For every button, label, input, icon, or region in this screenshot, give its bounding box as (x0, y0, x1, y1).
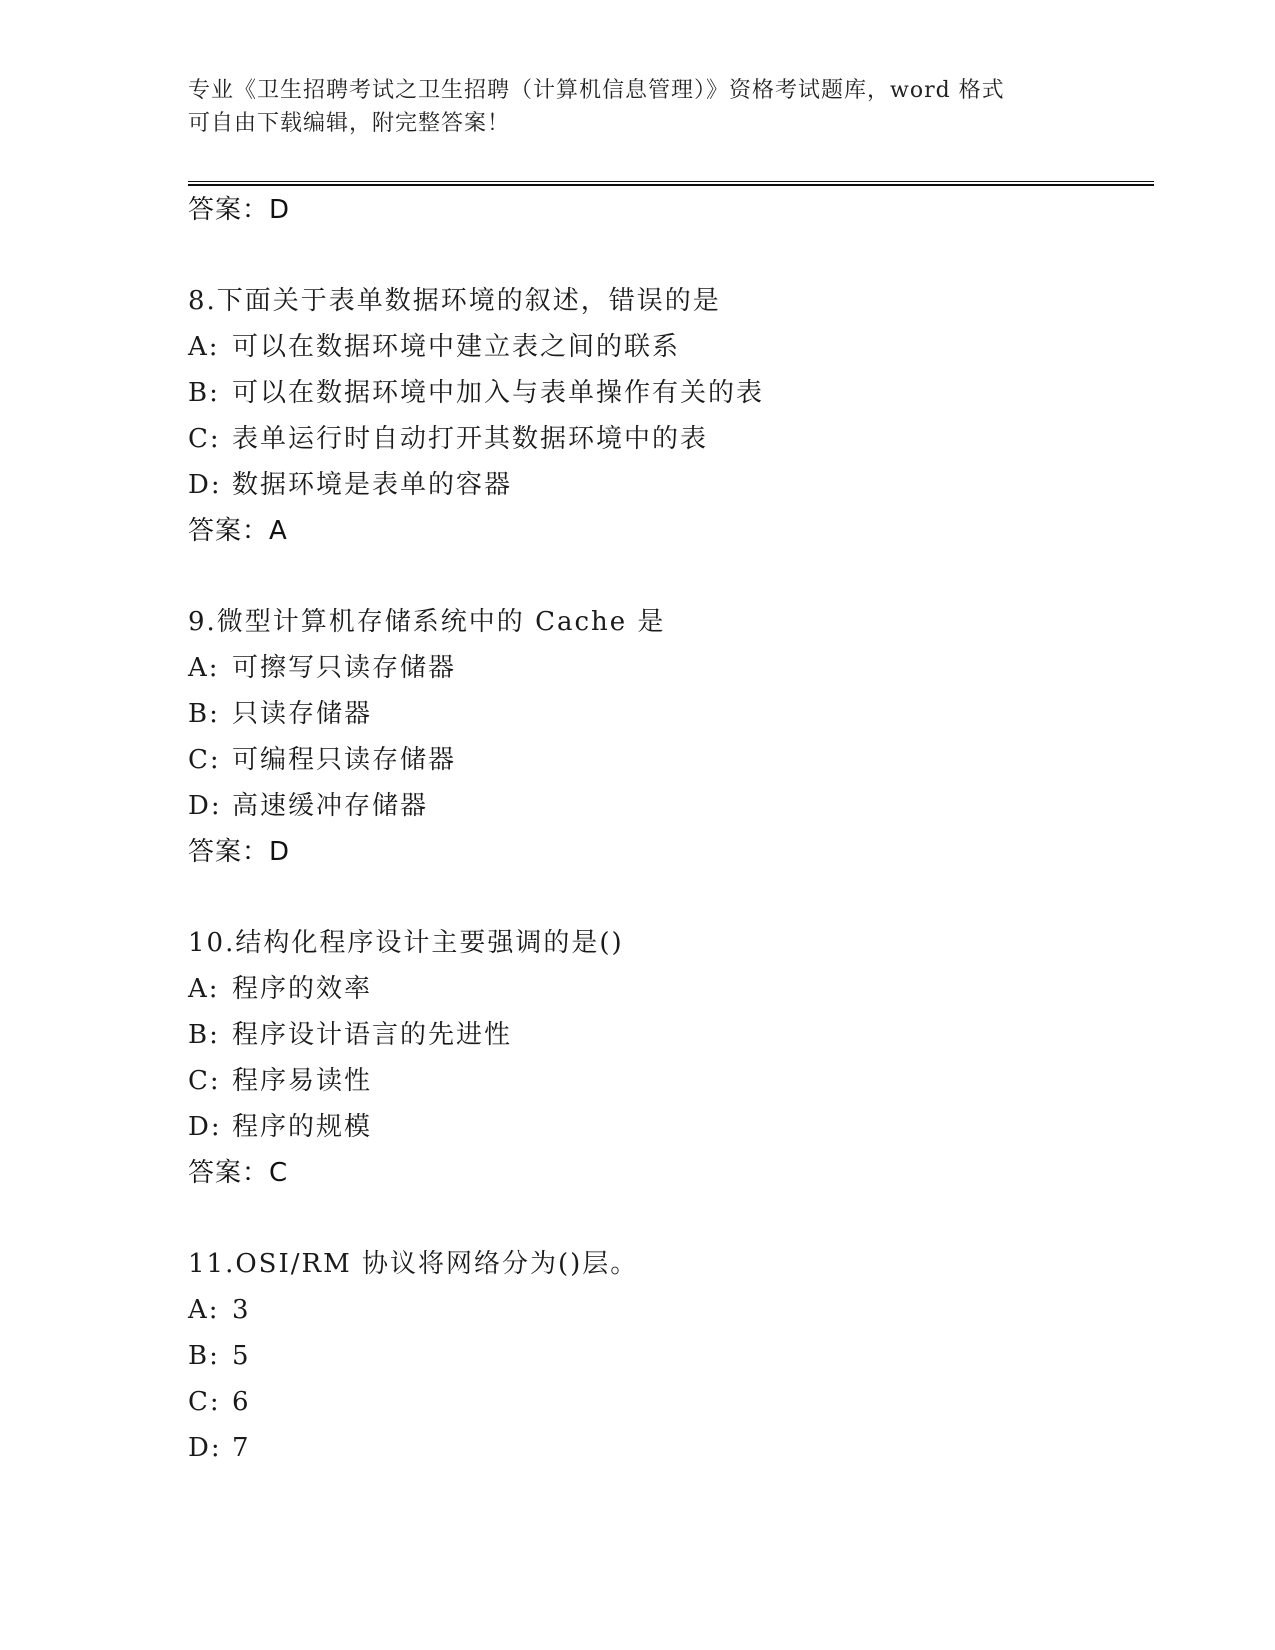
option-c (188, 1379, 1154, 1425)
question-title: 9.微型计算机存储系统中的 Cache 是 (188, 607, 666, 637)
option-text: 表单运行时自动打开其数据环境中的表 (232, 424, 709, 454)
option-d (188, 1104, 1154, 1150)
option-letter: B: (188, 378, 220, 408)
option-d (188, 462, 1154, 508)
option-b (188, 1012, 1154, 1058)
option-b (188, 370, 1154, 416)
answer-line: 答案：A (188, 516, 288, 546)
document-header (188, 74, 1068, 140)
option-text: 程序的规模 (232, 1112, 373, 1142)
option-letter: B: (188, 1341, 220, 1371)
option-letter: A: (188, 332, 220, 362)
option-text: 7 (232, 1433, 251, 1463)
option-letter: A: (188, 653, 220, 683)
option-letter: D: (188, 791, 222, 821)
header-line-2: 可自由下载编辑，附完整答案！ (188, 111, 511, 136)
option-letter: B: (188, 699, 220, 729)
header-rule-thin (188, 181, 1154, 182)
question-title: 8.下面关于表单数据环境的叙述，错误的是 (188, 286, 721, 316)
question-title: 10.结构化程序设计主要强调的是() (188, 928, 624, 958)
option-b (188, 691, 1154, 737)
option-text: 程序设计语言的先进性 (232, 1020, 513, 1050)
option-c (188, 1058, 1154, 1104)
option-text: 可以在数据环境中加入与表单操作有关的表 (232, 378, 765, 408)
option-d (188, 783, 1154, 829)
option-text: 可擦写只读存储器 (232, 653, 457, 683)
question-title: 11.OSI/RM 协议将网络分为()层。 (188, 1249, 639, 1279)
option-text: 3 (232, 1295, 251, 1325)
question-10 (188, 920, 1154, 1196)
option-text: 数据环境是表单的容器 (232, 470, 513, 500)
option-c (188, 737, 1154, 783)
option-b (188, 1333, 1154, 1379)
option-a (188, 645, 1154, 691)
option-letter: A: (188, 974, 220, 1004)
option-a (188, 966, 1154, 1012)
question-8 (188, 278, 1154, 554)
question-9 (188, 599, 1154, 875)
option-letter: D: (188, 470, 222, 500)
answer-line: 答案：D (188, 837, 291, 867)
option-text: 5 (232, 1341, 251, 1371)
header-line-1: 专业《卫生招聘考试之卫生招聘（计算机信息管理）》资格考试题库，word 格式 (188, 78, 1005, 103)
answer-line: 答案：C (188, 1158, 289, 1188)
answer-line: 答案：D (188, 195, 291, 225)
option-letter: D: (188, 1112, 222, 1142)
option-letter: C: (188, 745, 221, 775)
option-a (188, 1287, 1154, 1333)
option-a (188, 324, 1154, 370)
question-list (188, 187, 1154, 1471)
option-text: 可以在数据环境中建立表之间的联系 (232, 332, 681, 362)
option-d (188, 1425, 1154, 1471)
option-letter: A: (188, 1295, 220, 1325)
option-c (188, 416, 1154, 462)
option-letter: C: (188, 1387, 221, 1417)
option-letter: B: (188, 1020, 220, 1050)
option-text: 只读存储器 (232, 699, 373, 729)
question-11 (188, 1241, 1154, 1471)
option-letter: C: (188, 1066, 221, 1096)
option-text: 程序易读性 (232, 1066, 373, 1096)
header-rule-thick (188, 184, 1154, 186)
option-text: 6 (232, 1387, 251, 1417)
option-text: 高速缓冲存储器 (232, 791, 429, 821)
option-letter: C: (188, 424, 221, 454)
option-text: 可编程只读存储器 (232, 745, 457, 775)
option-text: 程序的效率 (232, 974, 373, 1004)
option-letter: D: (188, 1433, 222, 1463)
